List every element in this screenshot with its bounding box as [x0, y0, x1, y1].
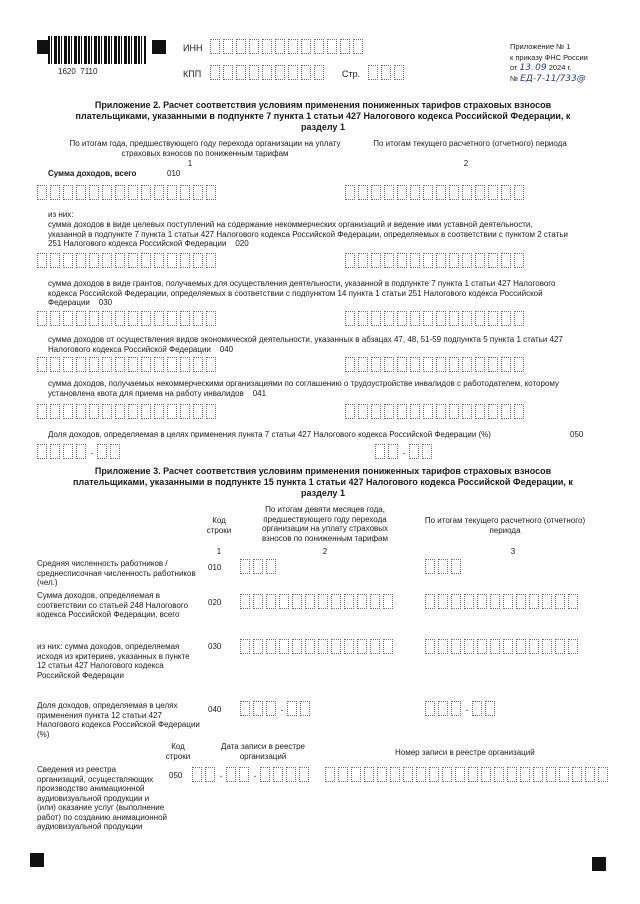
- app3-row050-date-field[interactable]: . .: [192, 767, 312, 782]
- app2-row020-col1-field[interactable]: [37, 253, 219, 268]
- app3-row030-code: 030: [208, 642, 222, 651]
- app3-col2-num: 2: [322, 547, 328, 556]
- app2-row010-label: Сумма доходов, всего: [48, 169, 137, 178]
- app2-row040-text: сумма доходов от осуществления видов экономической деятельности, указанных в абзацах 47, 48, 51-59 подпункта 5 пункта 1 статьи 427 Налогового кодекса Российской Федерации 040: [48, 335, 563, 354]
- app3-col2-header: По итогам девяти месяцев года, предшествующего году перехода организации на уплату страховых взносов по пониженным тарифам: [261, 505, 389, 543]
- kpp-label: КПП: [183, 69, 202, 79]
- annex-date-line: от 13. 09 2024 г.: [510, 63, 572, 73]
- app3-row050-number-field[interactable]: [325, 767, 611, 782]
- app2-row010-col1-field[interactable]: [37, 185, 219, 200]
- app3-row030-text: из них: сумма доходов, определяемая исходя из критериев, указанных в пункте 12 статьи 427 Налогового кодекса Российской Федерации: [37, 642, 190, 680]
- app3-reg-date-header: Дата записи в реестре организаций: [221, 742, 305, 761]
- app2-row050-col2-field[interactable]: .: [375, 444, 435, 459]
- app2-row020-text: сумма доходов в виде целевых поступлений на содержание некоммерческих организаций и ведение ими уставной деятельности, указанной в подпункте 7 пункта 1 статьи 427 Налогового кодекса Российской Федерации, определяемых в соответствии с пунктом 2 статьи 251 Налогового кодекса Российской Федерации 020: [48, 220, 569, 248]
- app3-row040-col2-field[interactable]: .: [240, 701, 313, 716]
- app2-row030-code: 030: [98, 298, 113, 307]
- annex-line2: к приказу ФНС России: [510, 53, 588, 62]
- app2-row010-col2-field[interactable]: [345, 185, 527, 200]
- app2-col2-num: 2: [463, 159, 469, 168]
- app2-row050-text: Доля доходов, определяемая в целях применения пункта 7 статьи 427 Налогового кодекса Российской Федерации (%): [48, 430, 491, 439]
- app3-col3-num: 3: [510, 547, 516, 556]
- app2-row041-col2-field[interactable]: [345, 404, 527, 419]
- app3-title: Приложение 3. Расчет соответствия условиям применения пониженных тарифов страховых взносов плательщиками, указанными в подпункте 15 пункта 1 статьи 427 Налогового кодекса Российской Федерации, к разделу 1: [73, 466, 573, 498]
- app2-col2-header: По итогам текущего расчетного (отчетного) периода: [373, 139, 567, 148]
- app3-code-num: 1: [216, 547, 222, 556]
- app3-reg-code-header: Код строки: [165, 742, 191, 761]
- corner-marker-top-center: [152, 40, 166, 54]
- page-number-field[interactable]: [368, 65, 407, 80]
- app2-row020-col2-field[interactable]: [345, 253, 527, 268]
- app3-code-header: Код строки: [206, 516, 232, 535]
- app2-row030-col1-field[interactable]: [37, 311, 219, 326]
- app3-row050-text: Сведения из реестра организаций, осуществляющих производство анимационной аудиовизуальной продукции и (или) оказание услуг (выполнение работ) по созданию анимационной аудиовизуальной продукции: [37, 765, 168, 831]
- app2-row040-col1-field[interactable]: [37, 357, 219, 372]
- app2-row050-code: 050: [570, 430, 584, 439]
- barcode: [48, 36, 146, 64]
- app2-row030-col2-field[interactable]: [345, 311, 527, 326]
- page-label: Стр.: [342, 69, 361, 79]
- app2-of-them: из них:: [48, 210, 74, 219]
- inn-field[interactable]: [210, 39, 366, 54]
- app2-col1-header: По итогам года, предшествующего году перехода организации на уплату страховых взносов по пониженным тарифам: [69, 139, 341, 158]
- app3-row050-code: 050: [169, 771, 183, 780]
- kpp-field[interactable]: [210, 65, 327, 80]
- app3-row040-col3-field[interactable]: .: [425, 701, 498, 716]
- app2-row040-col2-field[interactable]: [345, 357, 527, 372]
- app3-row010-col2-field[interactable]: [240, 559, 279, 574]
- corner-marker-bottom-right: [592, 857, 606, 871]
- barcode-number: 1620 7110: [58, 67, 98, 76]
- app2-row040-code: 040: [219, 344, 234, 354]
- app2-row030-text: сумма доходов в виде грантов, получаемых для осуществления деятельности, указанной в подпункте 7 пункта 1 статьи 427 Налогового кодекса Российской Федерации, определяемых в соответствии с подпунктом 14 пункта 1 статьи 251 Налогового кодекса Российской Федерации 030: [48, 279, 556, 307]
- app3-row010-col3-field[interactable]: [425, 559, 464, 574]
- app3-row040-text: Доля доходов, определяемая в целях применения пункта 12 статьи 427 Налогового кодекса Российской Федерации (%): [37, 701, 200, 739]
- app3-row010-text: Средняя численность работников / среднесписочная численность работников (чел.): [37, 559, 196, 587]
- app3-row030-col3-field[interactable]: [425, 639, 581, 654]
- app2-title: Приложение 2. Расчет соответствия условиям применения пониженных тарифов страховых взносов плательщиками, указанными в подпункте 7 пункта 1 статьи 427 Налогового кодекса Российской Федерации, к разделу 1: [75, 100, 571, 132]
- app2-row050-col1-field[interactable]: .: [37, 444, 123, 459]
- app2-row041-text: сумма доходов, получаемых некоммерческими организациями по соглашению о трудоустройстве инвалидов с работодателем, которому установлена квота для приема на работу инвалидов 041: [48, 379, 559, 398]
- annex-number-line: № ЕД-7-11/733@: [510, 74, 586, 84]
- app3-row030-col2-field[interactable]: [240, 639, 396, 654]
- corner-marker-bottom-left: [30, 853, 44, 867]
- annex-line1: Приложение № 1: [510, 42, 571, 51]
- app3-row020-code: 020: [208, 598, 222, 607]
- app3-row040-code: 040: [208, 705, 222, 714]
- app3-row010-code: 010: [208, 563, 222, 572]
- inn-label: ИНН: [183, 43, 203, 53]
- app2-row041-col1-field[interactable]: [37, 404, 219, 419]
- app3-reg-num-header: Номер записи в реестре организаций: [395, 748, 535, 757]
- app3-col3-header: По итогам текущего расчетного (отчетного) периода: [424, 516, 586, 535]
- app2-row020-code: 020: [235, 239, 249, 248]
- app3-row020-col2-field[interactable]: [240, 594, 396, 609]
- app2-row010-code: 010: [167, 169, 181, 178]
- app2-col1-num: 1: [187, 159, 193, 168]
- app3-row020-text: Сумма доходов, определяемая в соответствии со статьей 248 Налогового кодекса Российской Федерации, всего: [37, 591, 189, 619]
- app3-row020-col3-field[interactable]: [425, 594, 581, 609]
- app2-row041-code: 041: [252, 388, 267, 398]
